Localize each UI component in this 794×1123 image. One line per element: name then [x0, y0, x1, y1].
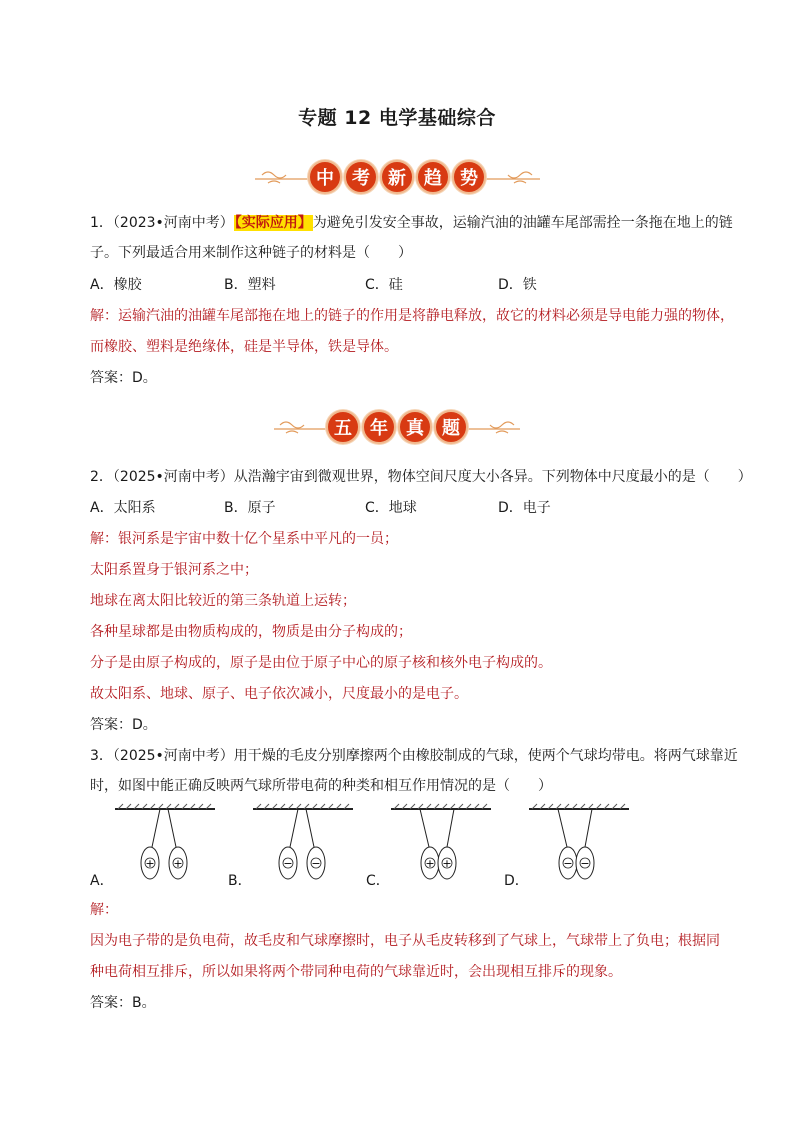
banner-char: 年: [362, 410, 396, 444]
charge-symbol: −: [580, 857, 590, 870]
q1-stem-text: 为避免引发安全事故，运输汽油的油罐车尾部需拴一条拖在地上的链: [312, 215, 733, 231]
charge-symbol: +: [442, 857, 452, 870]
q2-answer: 答案：D。: [90, 717, 157, 733]
q3-solution-line2: 种电荷相互排斥，所以如果将两个带同种电荷的气球靠近时，会出现相互排斥的现象。: [90, 964, 622, 980]
banner-char: 趋: [416, 160, 450, 194]
q3-figure-c: [366, 800, 496, 890]
q2-solution-line: 解：银河系是宇宙中数十亿个星系中平凡的一员；: [90, 531, 398, 547]
q1-option-a: A．橡胶: [90, 277, 142, 293]
banner-char: 真: [398, 410, 432, 444]
q1-option-c: C．硅: [365, 277, 403, 293]
q3-figure-a: [90, 800, 220, 890]
q2-option-c: C．地球: [365, 500, 417, 516]
page-title: 专题 12 电学基础综合: [298, 107, 496, 129]
q2-option-b: B．原子: [224, 500, 276, 516]
charge-symbol: −: [563, 857, 573, 870]
q1-answer: 答案：D。: [90, 370, 157, 386]
charge-symbol: +: [173, 857, 183, 870]
banner-char: 五: [326, 410, 360, 444]
q2-option-d: D．电子: [498, 500, 551, 516]
q3-figure-c-label: C．: [366, 873, 390, 889]
q2-solution-line: 地球在离太阳比较近的第三条轨道上运转；: [90, 593, 356, 609]
q2-solution-line: 太阳系置身于银河系之中；: [90, 562, 258, 578]
q3-figure-d: [504, 800, 634, 890]
q2-solution-line: 故太阳系、地球、原子、电子依次减小，尺度最小的是电子。: [90, 686, 468, 702]
q2-stem: 2．（2025•河南中考）从浩瀚宇宙到微观世界，物体空间尺度大小各异。下列物体中尺度最小的是（ ）: [90, 469, 752, 485]
banner-char: 题: [434, 410, 468, 444]
q1-tag: 【实际应用】: [234, 215, 312, 231]
q1-option-d: D．铁: [498, 277, 537, 293]
q1-solution-line1: 解：运输汽油的油罐车尾部拖在地上的链子的作用是将静电释放，故它的材料必须是导电能力强的物体，: [90, 308, 734, 324]
q3-solution-line1: 因为电子带的是负电荷，故毛皮和气球摩擦时，电子从毛皮转移到了气球上，气球带上了负电；根据同: [90, 933, 720, 949]
q3-stem-line1: 3．（2025•河南中考）用干燥的毛皮分别摩擦两个由橡胶制成的气球，使两个气球均带电。将两气球靠近: [90, 748, 738, 764]
banner-char: 势: [452, 160, 486, 194]
q1-option-b: B．塑料: [224, 277, 276, 293]
q2-solution-line: 分子是由原子构成的，原子是由位于原子中心的原子核和核外电子构成的。: [90, 655, 552, 671]
q3-figure-b: [228, 800, 358, 890]
charge-symbol: +: [145, 857, 155, 870]
banner-char: 中: [308, 160, 342, 194]
balloons-repel-positive-icon: [110, 800, 220, 890]
q3-solution-head: 解：: [90, 902, 118, 918]
section-banner-trend: [0, 157, 794, 197]
q3-figure-d-label: D．: [504, 873, 529, 889]
banner-char: 考: [344, 160, 378, 194]
q1-stem-line2: 子。下列最适合用来制作这种链子的材料是（ ）: [90, 245, 412, 261]
section-banner-fiveyear: [0, 407, 794, 447]
charge-symbol: −: [283, 857, 293, 870]
q1-solution-line2: 而橡胶、塑料是绝缘体，硅是半导体，铁是导体。: [90, 339, 398, 355]
q2-solution-line: 各种星球都是由物质构成的，物质是由分子构成的；: [90, 624, 412, 640]
q3-figure-a-label: A．: [90, 873, 114, 889]
banner-char: 新: [380, 160, 414, 194]
q3-stem-line2: 时，如图中能正确反映两气球所带电荷的种类和相互作用情况的是（ ）: [90, 778, 552, 794]
balloons-attract-negative-icon: [524, 800, 634, 890]
q1-stem-line1: [90, 213, 733, 233]
charge-symbol: −: [311, 857, 321, 870]
q1-prefix: 1．（2023•河南中考）: [90, 215, 234, 231]
balloons-attract-positive-icon: [386, 800, 496, 890]
charge-symbol: +: [425, 857, 435, 870]
q3-answer: 答案：B。: [90, 995, 156, 1011]
q2-option-a: A．太阳系: [90, 500, 156, 516]
balloons-repel-negative-icon: [248, 800, 358, 890]
q3-figure-b-label: B．: [228, 873, 252, 889]
